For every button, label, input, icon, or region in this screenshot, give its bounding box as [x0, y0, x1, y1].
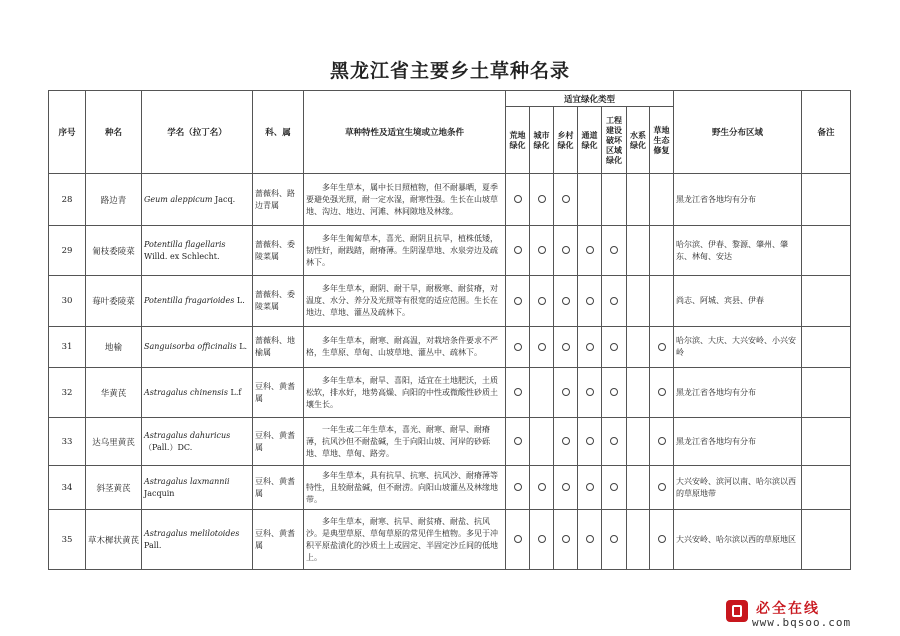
traits-text: 多年生草本，具有抗旱、抗寒、抗风沙、耐瘠薄等特性，且较耐盐碱，但不耐涝。向阳山坡灌丛及林缘地带。: [306, 470, 498, 504]
cell-suitability: [650, 276, 674, 327]
cell-traits: [304, 226, 506, 276]
cell-suitability: [506, 510, 530, 570]
circle-mark-icon: [610, 343, 618, 351]
latin-genus-species: Sanguisorba officinalis: [144, 342, 237, 351]
cell-suitability: [578, 466, 602, 510]
traits-text: 多年生草本，属中长日照植物，但不耐暴晒，夏季要避免强光照，耐一定水湿，耐寒性强。生长在山坡草地、沟边、地边、河滩、林间隙地及林缘。: [306, 182, 498, 216]
header-sub-corridor: 通道绿化: [578, 107, 602, 174]
cell-suitability: [627, 418, 650, 466]
header-sub-rural: 乡村绿化: [554, 107, 578, 174]
cell-suitability: [602, 466, 627, 510]
circle-mark-icon: [610, 535, 618, 543]
cell-suitability: [578, 327, 602, 368]
traits-text: 多年生匍匐草本，喜光、耐阴且抗旱，植株低矮，韧性好，耐践踏，耐瘠薄。生阴湿草地、水泉旁边及疏林下。: [306, 233, 498, 267]
latin-genus-species: Astragalus chinensis: [144, 387, 228, 397]
cell-traits: [304, 327, 506, 368]
cell-remark: [802, 327, 851, 368]
circle-mark-icon: [586, 297, 594, 305]
cell-suitability: [650, 466, 674, 510]
cell-remark: [802, 510, 851, 570]
cell-name: 达乌里黄芪: [86, 418, 142, 466]
cell-no: 32: [49, 368, 86, 418]
cell-suitability: [602, 327, 627, 368]
table-row: [49, 174, 851, 226]
circle-mark-icon: [658, 437, 666, 445]
header-sub-water: 水系绿化: [627, 107, 650, 174]
cell-traits: [304, 418, 506, 466]
cell-remark: [802, 466, 851, 510]
circle-mark-icon: [562, 297, 570, 305]
cell-family: 蔷薇科、委陵菜属: [253, 276, 304, 327]
header-sub-wasteland: 荒地绿化: [506, 107, 530, 174]
traits-text: 多年生草本，耐旱、喜阳，适宜在土地肥沃，土质松软，排水好，地势高燥、向阳的中性或微酸性砂质土壤生长。: [306, 375, 498, 409]
circle-mark-icon: [658, 483, 666, 491]
cell-suitability: [530, 418, 554, 466]
circle-mark-icon: [538, 195, 546, 203]
cell-suitability: [506, 368, 530, 418]
cell-latin: [142, 327, 253, 368]
cell-suitability: [627, 174, 650, 226]
cell-region: 大兴安岭、哈尔滨以西的草原地区: [674, 510, 802, 570]
circle-mark-icon: [586, 388, 594, 396]
circle-mark-icon: [514, 437, 522, 445]
cell-family: 蔷薇科、地榆属: [253, 327, 304, 368]
cell-name: 路边青: [86, 174, 142, 226]
cell-no: 28: [49, 174, 86, 226]
circle-mark-icon: [586, 246, 594, 254]
circle-mark-icon: [610, 437, 618, 445]
circle-mark-icon: [562, 535, 570, 543]
cell-suitability: [627, 327, 650, 368]
circle-mark-icon: [538, 535, 546, 543]
cell-family: 蔷薇科、委陵菜属: [253, 226, 304, 276]
cell-suitability: [506, 418, 530, 466]
header-sub-engineering: 工程建设破坏区域绿化: [602, 107, 627, 174]
circle-mark-icon: [538, 297, 546, 305]
cell-suitability: [506, 226, 530, 276]
cell-suitability: [578, 418, 602, 466]
cell-no: 30: [49, 276, 86, 327]
table-row: [49, 327, 851, 368]
brand-name: 必全在线: [756, 601, 820, 617]
cell-suitability: [554, 368, 578, 418]
circle-mark-icon: [586, 343, 594, 351]
table-row: [49, 510, 851, 570]
cell-region: 黑龙江省各地均有分布: [674, 174, 802, 226]
circle-mark-icon: [562, 437, 570, 445]
header-traits: 草种特性及适宜生境或立地条件: [304, 91, 506, 174]
cell-suitability: [506, 276, 530, 327]
table-row: [49, 368, 851, 418]
cell-family: 豆科、黄耆属: [253, 418, 304, 466]
brand-url[interactable]: www.bqsoo.com: [752, 616, 852, 629]
cell-family: 豆科、黄耆属: [253, 368, 304, 418]
cell-latin: [142, 466, 253, 510]
cell-no: 35: [49, 510, 86, 570]
brand-logo-icon: [726, 600, 748, 622]
cell-family: 豆科、黄耆属: [253, 510, 304, 570]
cell-suitability: [578, 174, 602, 226]
cell-latin: [142, 418, 253, 466]
circle-mark-icon: [562, 195, 570, 203]
cell-region: 尚志、阿城、宾县、伊春: [674, 276, 802, 327]
cell-suitability: [650, 510, 674, 570]
cell-latin: [142, 276, 253, 327]
page-title: 黑龙江省主要乡土草种名录: [329, 60, 570, 82]
cell-suitability: [506, 327, 530, 368]
circle-mark-icon: [562, 343, 570, 351]
cell-suitability: [530, 276, 554, 327]
cell-suitability: [627, 276, 650, 327]
cell-suitability: [554, 174, 578, 226]
header-name: 种名: [86, 91, 142, 174]
cell-remark: [802, 368, 851, 418]
cell-suitability: [602, 174, 627, 226]
header-green-types: 适宜绿化类型: [506, 91, 674, 107]
traits-text: 多年生草本，耐阴、耐干旱，耐极寒、耐贫瘠，对温度、水分、养分及光照等有很宽的适应范围。生长在地边、草地、灌丛及疏林下。: [306, 284, 498, 317]
cell-suitability: [602, 418, 627, 466]
cell-remark: [802, 226, 851, 276]
cell-suitability: [506, 466, 530, 510]
cell-suitability: [554, 418, 578, 466]
cell-name: 草木樨状黄芪: [86, 510, 142, 570]
circle-mark-icon: [658, 343, 666, 351]
cell-latin: [142, 510, 253, 570]
cell-suitability: [578, 510, 602, 570]
cell-latin: [142, 174, 253, 226]
circle-mark-icon: [538, 246, 546, 254]
traits-text: 一年生或二年生草本，喜光、耐寒、耐旱、耐瘠薄，抗风沙但不耐盐碱，生于向阳山坡、河岸的砂砾地、草地、草甸、路旁。: [306, 424, 490, 458]
circle-mark-icon: [514, 388, 522, 396]
cell-name: 斜茎黄芪: [86, 466, 142, 510]
circle-mark-icon: [514, 297, 522, 305]
cell-suitability: [650, 174, 674, 226]
cell-latin: [142, 368, 253, 418]
cell-region: 哈尔滨、大庆、大兴安岭、小兴安岭: [674, 327, 802, 368]
cell-remark: [802, 174, 851, 226]
circle-mark-icon: [514, 483, 522, 491]
circle-mark-icon: [610, 297, 618, 305]
latin-genus-species: Potentilla flagellaris: [144, 239, 226, 249]
cell-suitability: [650, 418, 674, 466]
circle-mark-icon: [562, 483, 570, 491]
latin-genus-species: Astragalus melilotoides: [144, 528, 240, 538]
cell-remark: [802, 418, 851, 466]
cell-suitability: [530, 510, 554, 570]
circle-mark-icon: [658, 388, 666, 396]
circle-mark-icon: [610, 246, 618, 254]
latin-genus-species: Geum aleppicum: [144, 194, 213, 204]
circle-mark-icon: [538, 483, 546, 491]
cell-suitability: [554, 327, 578, 368]
cell-traits: [304, 510, 506, 570]
cell-name: 匍枝委陵菜: [86, 226, 142, 276]
cell-suitability: [602, 226, 627, 276]
cell-no: 34: [49, 466, 86, 510]
circle-mark-icon: [514, 535, 522, 543]
header-sub-grassland: 草地生态修复: [650, 107, 674, 174]
latin-author: （Pall.）DC.: [144, 442, 193, 452]
cell-suitability: [627, 466, 650, 510]
footer-watermark: [726, 598, 856, 630]
cell-suitability: [602, 368, 627, 418]
cell-suitability: [602, 510, 627, 570]
latin-author: Jacq.: [215, 194, 236, 204]
header-sub-urban: 城市绿化: [530, 107, 554, 174]
cell-name: 莓叶委陵菜: [86, 276, 142, 327]
cell-suitability: [530, 466, 554, 510]
cell-suitability: [650, 226, 674, 276]
table-row: [49, 276, 851, 327]
cell-suitability: [627, 510, 650, 570]
cell-remark: [802, 276, 851, 327]
cell-region: 黑龙江省各地均有分布: [674, 368, 802, 418]
cell-suitability: [627, 226, 650, 276]
cell-suitability: [578, 276, 602, 327]
cell-name: 华黄芪: [86, 368, 142, 418]
cell-traits: [304, 466, 506, 510]
cell-suitability: [602, 276, 627, 327]
cell-no: 29: [49, 226, 86, 276]
cell-suitability: [554, 466, 578, 510]
circle-mark-icon: [586, 483, 594, 491]
latin-author: Pall.: [144, 540, 162, 550]
table-row: [49, 418, 851, 466]
cell-family: 蔷薇科、路边青属: [253, 174, 304, 226]
latin-genus-species: Astragalus laxmannii: [144, 476, 230, 486]
circle-mark-icon: [586, 437, 594, 445]
header-no: 序号: [49, 91, 86, 174]
cell-traits: [304, 368, 506, 418]
cell-suitability: [578, 368, 602, 418]
table-row: [49, 466, 851, 510]
cell-suitability: [530, 327, 554, 368]
circle-mark-icon: [514, 246, 522, 254]
latin-genus-species: Astragalus dahuricus: [144, 430, 231, 440]
circle-mark-icon: [586, 535, 594, 543]
species-table: [48, 90, 851, 570]
cell-name: 地榆: [86, 327, 142, 368]
latin-author: L.: [239, 342, 248, 351]
circle-mark-icon: [562, 388, 570, 396]
cell-suitability: [650, 327, 674, 368]
cell-no: 33: [49, 418, 86, 466]
cell-latin: [142, 226, 253, 276]
cell-suitability: [554, 276, 578, 327]
traits-text: 多年生草本，耐寒、耐高温，对栽培条件要求不严格，生草原、草甸、山坡草地、灌丛中、疏林下。: [306, 336, 498, 357]
cell-suitability: [530, 226, 554, 276]
circle-mark-icon: [514, 343, 522, 351]
latin-author: L.f: [230, 387, 242, 397]
circle-mark-icon: [658, 535, 666, 543]
circle-mark-icon: [514, 195, 522, 203]
cell-suitability: [554, 510, 578, 570]
circle-mark-icon: [610, 388, 618, 396]
header-region: 野生分布区域: [674, 91, 802, 174]
circle-mark-icon: [538, 343, 546, 351]
traits-text: 多年生草本，耐寒、抗旱、耐贫瘠、耐盐、抗风沙。是典型草原、草甸草原的常见伴生植物。多见于冲积平原盐渍化的沙质土上或固定、半固定沙丘间的低地上。: [306, 516, 498, 562]
cell-region: 哈尔滨、伊春、黎源、肇州、肇东、林甸、安达: [674, 226, 802, 276]
cell-region: 黑龙江省各地均有分布: [674, 418, 802, 466]
latin-author: Jacquin: [144, 488, 175, 498]
cell-traits: [304, 276, 506, 327]
circle-mark-icon: [610, 483, 618, 491]
latin-author: L.: [236, 296, 245, 305]
cell-suitability: [554, 226, 578, 276]
latin-genus-species: Potentilla fragarioides: [144, 296, 235, 305]
cell-suitability: [650, 368, 674, 418]
cell-family: 豆科、黄耆属: [253, 466, 304, 510]
cell-suitability: [627, 368, 650, 418]
header-latin: 学名（拉丁名）: [142, 91, 253, 174]
circle-mark-icon: [562, 246, 570, 254]
cell-suitability: [530, 174, 554, 226]
cell-region: 大兴安岭、滨河以南、哈尔滨以西的草原地带: [674, 466, 802, 510]
latin-author: Willd. ex Schlecht.: [144, 251, 220, 261]
cell-suitability: [578, 226, 602, 276]
table-row: [49, 226, 851, 276]
cell-traits: [304, 174, 506, 226]
cell-no: 31: [49, 327, 86, 368]
cell-suitability: [530, 368, 554, 418]
header-family: 科、属: [253, 91, 304, 174]
cell-suitability: [506, 174, 530, 226]
header-remark: 备注: [802, 91, 851, 174]
